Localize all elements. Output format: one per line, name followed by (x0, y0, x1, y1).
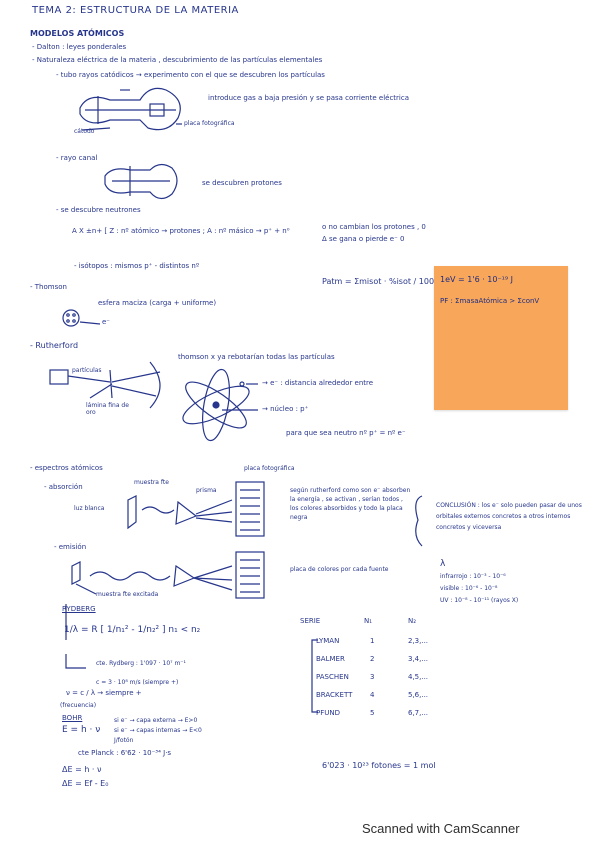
series-row-name: BALMER (316, 655, 345, 663)
electron-orbit-note: → e⁻ : distancia alrededor entre (262, 379, 374, 387)
nucleo-note: → núcleo : p⁺ (262, 405, 309, 413)
frecuencia-eq: ν = c / λ → siempre + (66, 689, 142, 697)
placa-fotografica-label-2: placa fotográfica (244, 465, 295, 472)
series-row-n1: 4 (370, 691, 375, 699)
series-row-n2: 2,3,... (408, 637, 429, 645)
series-header-n1: N₁ (364, 617, 373, 625)
prisma-label: prisma (196, 487, 217, 494)
naturaleza-note: - Naturaleza eléctrica de la materia , descubrimiento de las partículas elementales (32, 56, 323, 64)
series-row-name: LYMAN (316, 637, 340, 645)
catodo-label: cátodo (74, 128, 95, 135)
bohr-equation: E = h · ν (62, 725, 101, 735)
rutherford-description: thomson x ya rebotarían todas las partículas (178, 353, 335, 361)
espectros-heading: - espectros atómicos (30, 464, 103, 472)
bohr-note-1: si e⁻ → capa externa → E>0 (114, 717, 198, 724)
placa-fotografica-label: placa fotográfica (184, 120, 235, 127)
uv-range: UV : 10⁻⁸ - 10⁻¹¹ (rayos X) (440, 597, 519, 604)
rydberg-constant: cte. Rydberg : 1'097 · 10⁷ m⁻¹ (96, 660, 186, 667)
absorcion-heading: - absorción (44, 483, 83, 491)
bohr-title: BOHR (62, 714, 83, 722)
page-title: TEMA 2: ESTRUCTURA DE LA MATERIA (32, 5, 239, 16)
planck-constant: cte Planck : 6'62 · 10⁻³⁴ J·s (78, 749, 172, 757)
tubo-detail: introduce gas a baja presión y se pasa corriente eléctrica (208, 94, 409, 102)
sticky-line-1: 1eV = 1'6 · 10⁻¹⁹ J (440, 275, 513, 284)
series-row-name: PFUND (316, 709, 340, 717)
series-row-n2: 5,6,... (408, 691, 429, 699)
series-row-name: BRACKETT (316, 691, 353, 699)
nucleido-notation: A X ±n+ [ Z : nº atómico → protones ; A : nº másico → p⁺ + n⁰ (72, 227, 290, 235)
bohr-note-2: si e⁻ → capas internas → E<0 (114, 727, 202, 734)
isotopos-note: - isótopos : mismos p⁺ - distintos nº (74, 262, 200, 270)
muestra-excitada-label: muestra fte excitada (96, 591, 159, 598)
rydberg-title: RYDBERG (62, 605, 96, 613)
thomson-atom-sketch (63, 310, 100, 326)
thomson-electron-label: e⁻ (102, 318, 111, 326)
dalton-note: - Dalton : leyes ponderales (32, 43, 127, 51)
frecuencia-label: (frecuencia) (60, 702, 97, 709)
neutrones-heading: - se descubre neutrones (56, 206, 141, 214)
delta-e-2: ΔE = Ef - E₀ (62, 779, 109, 788)
canal-ray-tube-sketch (105, 164, 177, 198)
series-row-n2: 3,4,... (408, 655, 429, 663)
placa-colores-note: placa de colores por cada fuente (290, 566, 389, 573)
luz-blanca-label: luz blanca (74, 505, 105, 512)
neutro-note: para que sea neutro nº p⁺ = nº e⁻ (286, 429, 406, 437)
muestra-fte-label: muestra fte (134, 479, 169, 486)
thomson-description: esfera maciza (carga + uniforme) (98, 299, 217, 307)
rayo-canal-heading: - rayo canal (56, 154, 98, 162)
cathode-ray-tube-sketch (80, 88, 182, 130)
lambda-label: λ (440, 559, 446, 569)
particulas-label: partículas (72, 367, 102, 374)
rutherford-heading: - Rutherford (30, 341, 79, 350)
thomson-heading: - Thomson (30, 283, 67, 291)
series-row-n2: 4,5,... (408, 673, 429, 681)
series-header-serie: SERIE (300, 617, 321, 625)
delta-e-1: ΔE = h · ν (62, 765, 102, 774)
series-row-n1: 3 (370, 673, 375, 681)
avogadro-note: 6'023 · 10²³ fotones = 1 mol (322, 761, 436, 770)
bohr-note-3: J/fotón (114, 737, 134, 744)
nucleido-note-1: o no cambian los protones , 0 (322, 223, 426, 231)
visible-range: visible : 10⁻⁶ - 10⁻⁸ (440, 585, 498, 592)
nucleido-note-2: Δ se gana o pierde e⁻ 0 (322, 235, 405, 243)
conclusion-note: CONCLUSIÓN : los e⁻ solo pueden pasar de unos orbitales externos concretos a otros internos concretos y viceversa (436, 502, 582, 531)
series-header-n2: N₂ (408, 617, 417, 625)
infrarrojo-range: infrarrojo : 10⁻³ - 10⁻⁶ (440, 573, 506, 580)
velocidad-luz: c = 3 · 10⁸ m/s (siempre +) (96, 679, 179, 686)
series-row-n1: 5 (370, 709, 375, 717)
segun-rutherford-note: según rutherford como son e⁻ absorben la energía , se activan , serían todos , los colores absorbidos y todo la placa negra (290, 487, 411, 521)
section-modelos-atomicos: MODELOS ATÓMICOS (30, 29, 125, 38)
lamina-label: lámina fina de oro (86, 402, 129, 416)
camscanner-footer: Scanned with CamScanner (362, 821, 520, 836)
series-row-name: PASCHEN (316, 673, 349, 681)
series-row-n1: 1 (370, 637, 375, 645)
tubo-note: - tubo rayos catódicos → experimento con el que se descubren los partículas (56, 71, 325, 79)
series-row-n1: 2 (370, 655, 375, 663)
series-row-n2: 6,7,... (408, 709, 429, 717)
protones-note: se descubren protones (202, 179, 282, 187)
rydberg-equation: 1/λ = R [ 1/n₁² - 1/n₂² ] n₁ < n₂ (64, 625, 201, 635)
sticky-note (434, 266, 568, 410)
rutherford-atom-sketch (178, 367, 258, 442)
emision-heading: - emisión (54, 543, 87, 551)
sticky-line-2: PF : ΣmasaAtómica > ΣconV (440, 297, 540, 305)
patm-formula: Patm = Σmisot · %isot / 100 (322, 277, 435, 286)
